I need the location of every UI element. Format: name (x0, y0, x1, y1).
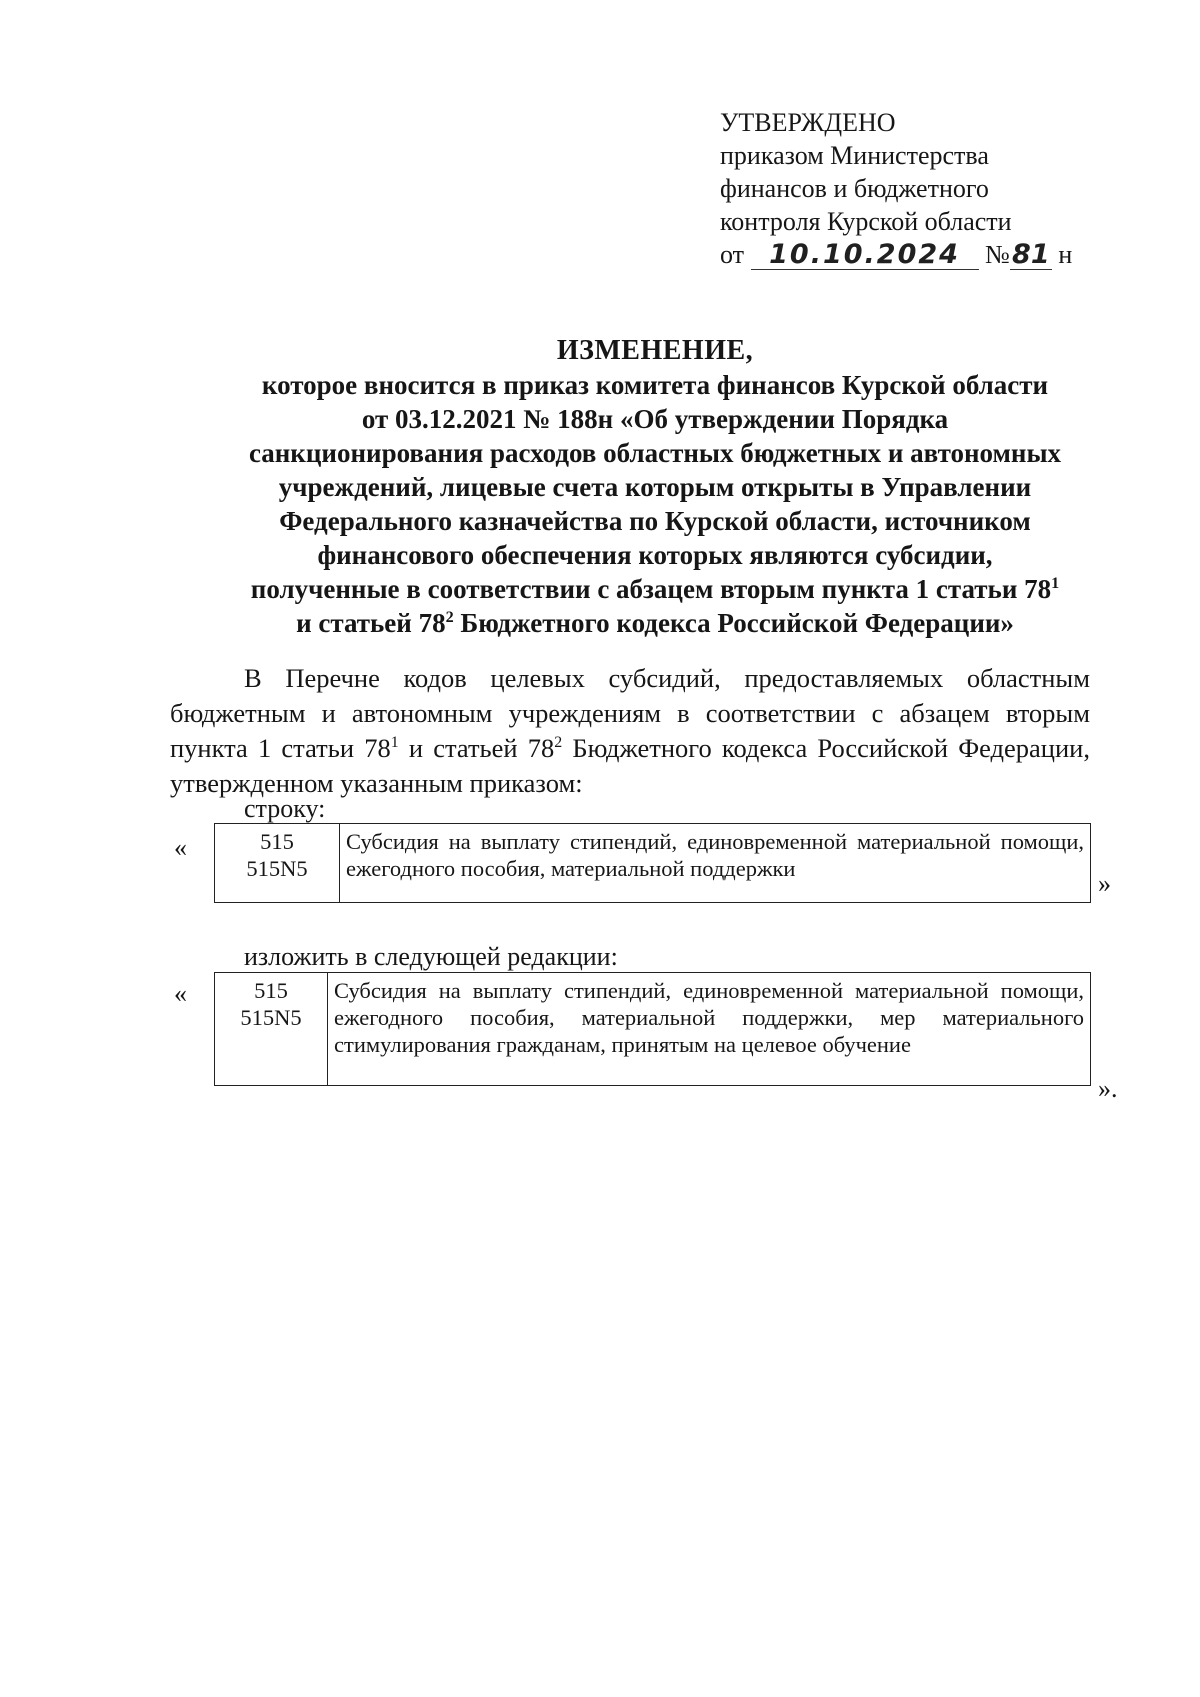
new-row-code-cell (215, 973, 328, 1086)
title-line-3: санкционирования расходов областных бюджетных и автономных (248, 438, 1062, 468)
approval-line-3: контроля Курской области (720, 207, 1012, 236)
approval-status: УТВЕРЖДЕНО (720, 108, 896, 137)
old-row-description: Субсидия на выплату стипендий, единовременной материальной помощи, ежегодного пособия, материальной поддержки (340, 824, 1091, 903)
title-line-2: от 03.12.2021 № 188н «Об утверждении Порядка (361, 404, 949, 434)
new-row-code-1: 515 (254, 978, 288, 1003)
title-heading: ИЗМЕНЕНИЕ, (556, 335, 754, 366)
approval-order-line (720, 238, 1120, 271)
title-line-7-superscript: 1 (1051, 574, 1060, 592)
new-row-quote-close: ». (1098, 1074, 1118, 1103)
old-row-label: строку: (244, 794, 326, 823)
new-row-code-2: 515N5 (240, 1005, 302, 1030)
new-row-description: Субсидия на выплату стипендий, единовременной материальной помощи, ежегодного пособия, материальной поддержки, мер материального стимулирования гражданам, принятым на целевое обучение (328, 973, 1091, 1086)
new-row-table (214, 972, 1091, 1086)
title-line-7 (200, 572, 1110, 606)
body-part-2: и статьей 78 (398, 733, 555, 763)
new-row-label: изложить в следующей редакции: (244, 942, 618, 971)
date-prefix: от (720, 240, 745, 269)
old-row-code-1: 515 (260, 829, 294, 854)
number-sign: № (985, 240, 1010, 269)
title-line-4: учреждений, лицевые счета которым открыты в Управлении (278, 472, 1032, 502)
handwritten-number: 81 (1010, 241, 1052, 270)
approval-line-1: приказом Министерства (720, 141, 989, 170)
title-line-8 (200, 606, 1110, 640)
handwritten-date: 10.10.2024 (751, 241, 979, 270)
approval-line-2: финансов и бюджетного (720, 174, 989, 203)
body-paragraph (170, 661, 1090, 801)
old-row-code-2: 515N5 (246, 856, 308, 881)
body-part-3: Бюджетного кодекса Российской Федерации, утвержденном указанным приказом: (170, 733, 1090, 798)
title-line-1: которое вносится в приказ комитета финансов Курской области (261, 370, 1049, 400)
table-row (215, 973, 1091, 1086)
title-line-8-start: и статьей 78 (296, 608, 446, 638)
body-part-1: В Перечне кодов целевых субсидий, предоставляемых областным бюджетным и автономным учреждениям в соответствии с абзацем вторым пункта 1 статьи 78 (170, 663, 1090, 763)
document-title (200, 334, 1110, 640)
title-line-5: Федерального казначейства по Курской области, источником (279, 506, 1031, 536)
title-line-8-superscript: 2 (445, 608, 454, 626)
old-row-quote-open: « (174, 833, 187, 862)
old-row-code-cell (215, 824, 340, 903)
number-suffix: н (1058, 240, 1073, 269)
approval-stamp-block (720, 106, 1120, 271)
title-line-6: финансового обеспечения которых являются субсидии, (317, 540, 993, 570)
body-superscript-2: 2 (554, 734, 563, 752)
old-row-table (214, 823, 1091, 903)
table-row (215, 824, 1091, 903)
body-superscript-1: 1 (390, 734, 399, 752)
title-line-8-end: Бюджетного кодекса Российской Федерации» (453, 608, 1014, 638)
new-row-quote-open: « (174, 979, 187, 1008)
title-line-7-text: полученные в соответствии с абзацем вторым пункта 1 статьи 78 (250, 574, 1052, 604)
old-row-quote-close: » (1098, 869, 1111, 898)
